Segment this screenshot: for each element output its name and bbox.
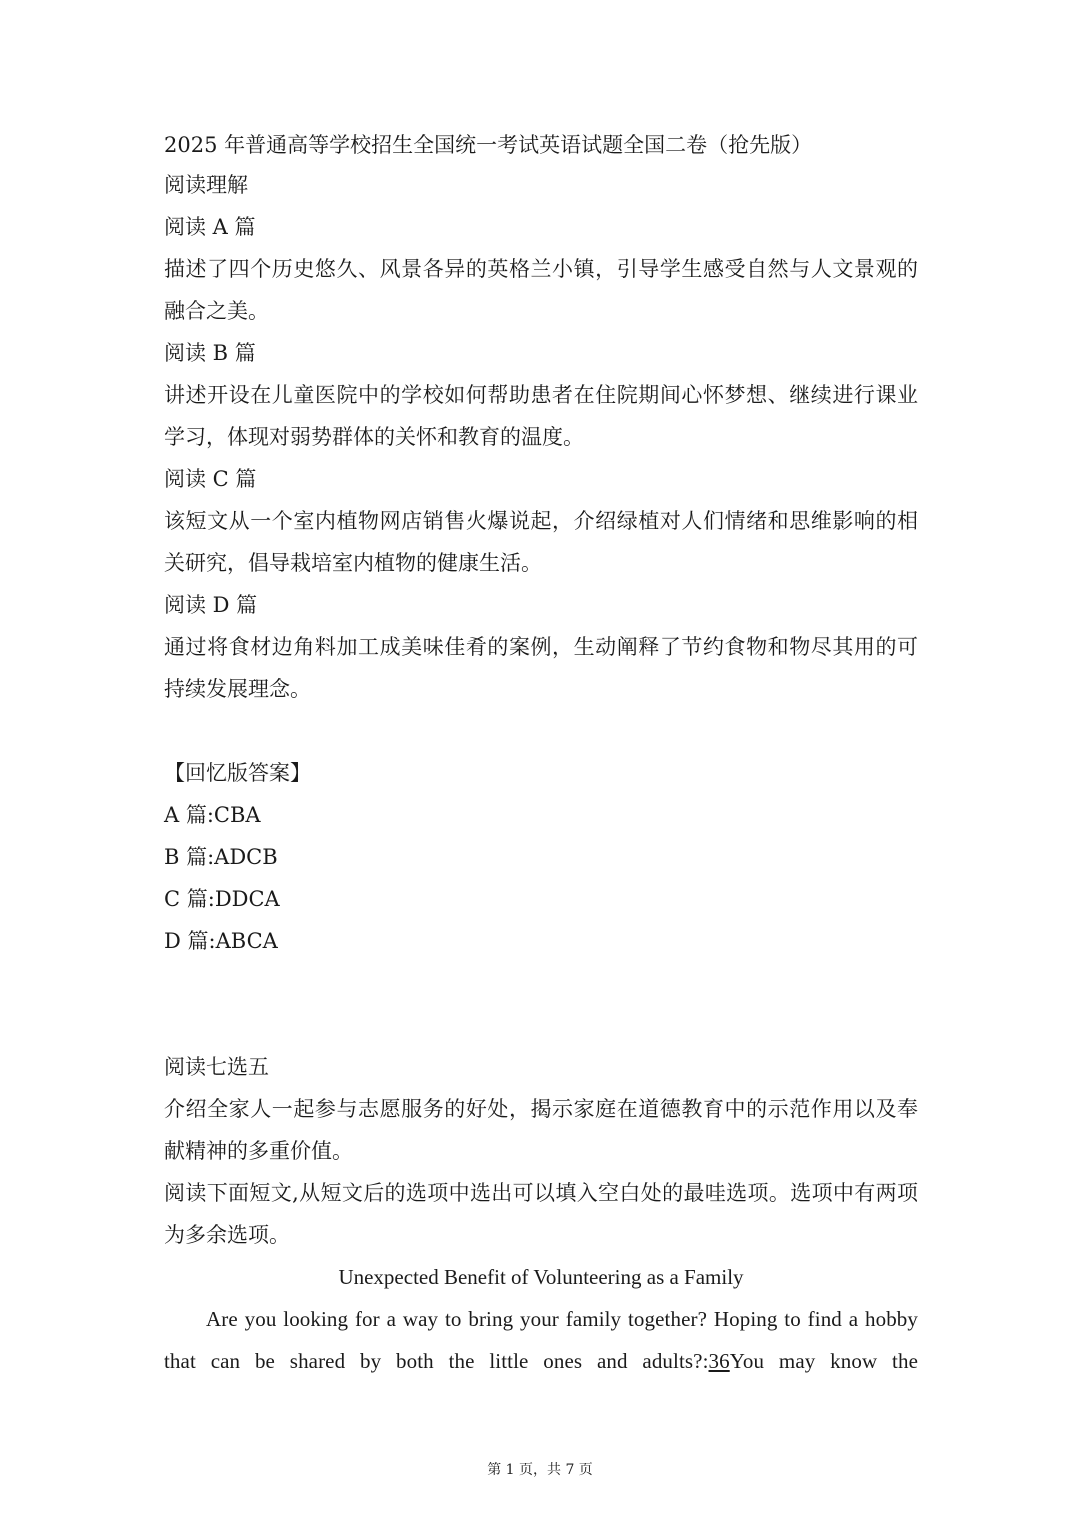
article-line-2-end: You may know the	[729, 1349, 919, 1373]
section-heading-reading: 阅读理解	[164, 173, 248, 197]
page-content	[164, 126, 918, 1382]
seven-choose-five-summary: 介绍全家人一起参与志愿服务的好处，揭示家庭在道德教育中的示范作用以及奉献精神的多重价值。	[164, 1097, 918, 1163]
answer-d: D 篇:ABCA	[164, 929, 278, 953]
seven-choose-five-instruction: 阅读下面短文,从短文后的选项中选出可以填入空白处的最哇选项。选项中有两项为多余选项。	[164, 1181, 918, 1247]
passage-a-heading: 阅读 A 篇	[164, 215, 256, 239]
passage-a-summary: 描述了四个历史悠久、风景各异的英格兰小镇，引导学生感受自然与人文景观的融合之美。	[164, 257, 918, 323]
passage-b-heading: 阅读 B 篇	[164, 341, 256, 365]
spacer	[164, 962, 918, 1046]
passage-d-summary: 通过将食材边角料加工成美味佳肴的案例，生动阐释了节约食物和物尽其用的可持续发展理念。	[164, 635, 918, 701]
answers-heading: 【回忆版答案】	[164, 761, 311, 785]
spacer	[164, 710, 918, 752]
article-line-2	[164, 1340, 918, 1382]
blank-36: 36	[708, 1349, 730, 1373]
answer-b: B 篇:ADCB	[164, 845, 278, 869]
article-title: Unexpected Benefit of Volunteering as a Family	[338, 1265, 744, 1289]
answer-c: C 篇:DDCA	[164, 887, 280, 911]
article-line-1: Are you looking for a way to bring your family together? Hoping to find a hobby	[206, 1307, 918, 1331]
passage-c-heading: 阅读 C 篇	[164, 467, 257, 491]
article-line-2-start: that can be shared by both the little ones and adults?:	[164, 1349, 709, 1373]
passage-d-heading: 阅读 D 篇	[164, 593, 258, 617]
page-footer: 第 1 页，共 7 页	[487, 1462, 593, 1478]
passage-b-summary: 讲述开设在儿童医院中的学校如何帮助患者在住院期间心怀梦想、继续进行课业学习，体现对弱势群体的关怀和教育的温度。	[164, 383, 918, 449]
answer-a: A 篇:CBA	[164, 803, 261, 827]
seven-choose-five-heading: 阅读七选五	[164, 1055, 269, 1079]
passage-c-summary: 该短文从一个室内植物网店销售火爆说起，介绍绿植对人们情绪和思维影响的相关研究，倡导栽培室内植物的健康生活。	[164, 509, 918, 575]
document-title: 2025 年普通高等学校招生全国统一考试英语试题全国二卷（抢先版）	[164, 133, 813, 157]
